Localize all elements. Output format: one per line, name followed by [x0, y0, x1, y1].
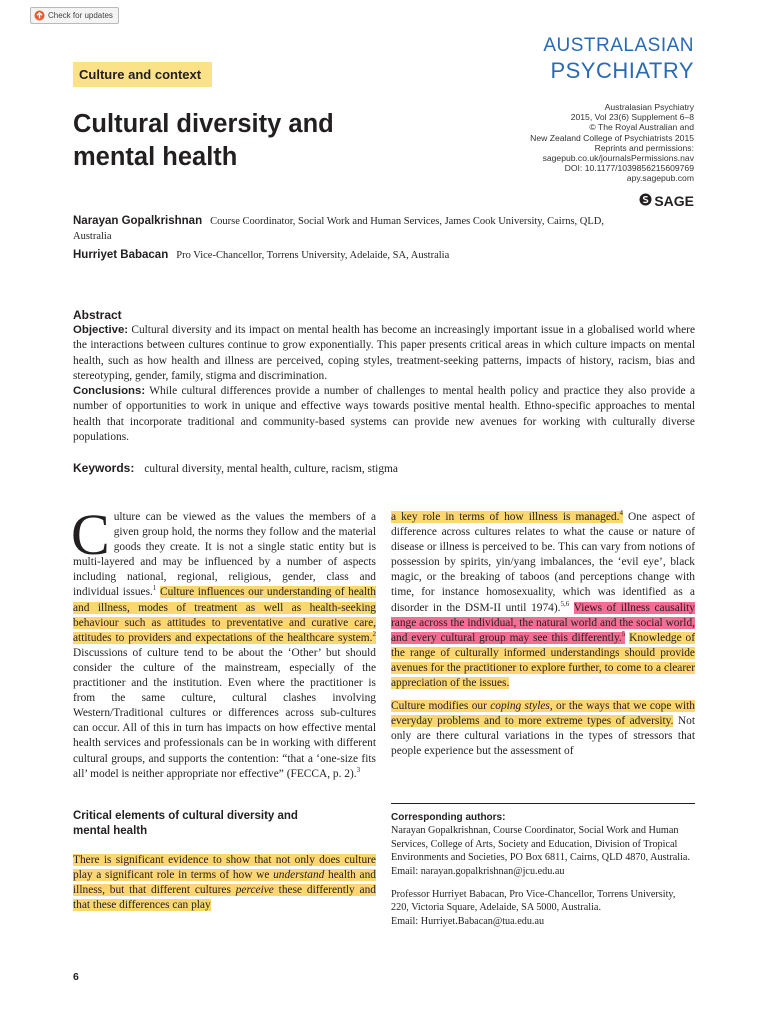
citation-line: sagepub.co.uk/journalsPermissions.nav — [542, 153, 694, 164]
article-title-line1: Cultural diversity and — [73, 110, 334, 138]
section-subheading — [73, 809, 376, 839]
body-text: One aspect of difference across cultures relates to what the cause or nature of disease or illness is perceived to be. This can vary from notions of possession by spirits, yin/yang imbalances, the ‘evil eye’, black magic, or the breaking of taboos (and perceptions change with time, for instance homosexuality, which was identified as a disorder in the DSM-II until 1974). — [391, 511, 695, 614]
body-paragraph — [73, 853, 376, 913]
conclusions-text: While cultural differences provide a number of challenges to mental health policy and practice they also provide a number of opportunities to work in unique and effective ways towards positive mental health. Ethno-specific approaches to mental health that incorporate traditional and community-based systems can provide new avenues for working with culturally diverse populations. — [73, 385, 695, 444]
citation-line: New Zealand College of Psychiatrists 2015 — [530, 132, 694, 143]
author-name: Hurriyet Babacan — [73, 249, 169, 261]
highlight-text-italic: coping styles — [490, 700, 550, 713]
subheading-line: Critical elements of cultural diversity and — [73, 809, 298, 822]
reference-marker: 5,6 — [560, 599, 570, 608]
highlight-text: Culture influences our understanding of health and illness, modes of treatment as well as health-seeking behaviour such as attitudes to preventative and curative care, attitudes to providers and expectations of the healthcare system. — [73, 586, 376, 644]
drop-cap: C — [71, 502, 110, 567]
highlight-text: a key role in terms of how illness is managed. — [391, 511, 620, 523]
citation-line: Reprints and permissions: — [594, 142, 694, 153]
highlighted-text: Knowledge of the range of culturally informed understandings should provide avenues for the practitioner to explore further, to come to a clearer appreciation of the issues. — [391, 631, 695, 690]
article-title — [73, 108, 413, 174]
citation-line: © The Royal Australian and — [589, 122, 694, 133]
abstract-body — [73, 323, 695, 445]
check-for-updates-button[interactable] — [30, 7, 119, 24]
publisher-name: SAGE — [654, 193, 694, 209]
body-paragraph — [391, 699, 695, 759]
author-name: Narayan Gopalkrishnan — [73, 215, 203, 227]
highlight-text-italic: understand — [273, 868, 325, 881]
highlighted-text — [73, 854, 376, 911]
citation-line: apy.sagepub.com — [626, 173, 694, 184]
author-entry — [73, 248, 633, 264]
subheading-line: mental health — [73, 824, 148, 837]
highlight-text: There is significant evidence to show that not only does culture play a significant role in terms of how we — [73, 853, 376, 881]
corresponding-heading: Corresponding authors: — [391, 812, 506, 823]
corresponding-author2: Professor Hurriyet Babacan, Pro Vice-Chancellor, Torrens University, 220, Victoria Square, Adelaide, SA 5000, Australia. — [391, 889, 676, 914]
corresponding-email1: Email: narayan.gopalkrishnan@jcu.edu.au — [391, 865, 565, 877]
page-number: 6 — [73, 971, 79, 983]
author-entry — [73, 214, 633, 244]
body-text: Not only are there cultural variations in the types of stressors that people experience but the assessment of — [391, 715, 695, 758]
body-left-column — [71, 502, 376, 913]
highlight-text: these differently and that these differences can play — [73, 883, 376, 911]
reference-marker: 3 — [356, 765, 361, 774]
reference-marker: 1 — [152, 584, 157, 593]
check-for-updates-icon — [34, 10, 45, 21]
keywords-text: cultural diversity, mental health, culture, racism, stigma — [144, 463, 398, 475]
reference-marker: 5 — [621, 629, 626, 638]
highlight-text: Culture modifies our — [391, 700, 491, 713]
body-right-column — [391, 510, 695, 760]
keywords — [73, 461, 398, 475]
section-tag: Culture and context — [73, 62, 212, 87]
citation-line: Australasian Psychiatry — [604, 102, 694, 112]
abstract-heading: Abstract — [73, 308, 122, 322]
check-for-updates-label: Check for updates — [48, 11, 113, 20]
citation-line: DOI: 10.1177/1039856215609769 — [564, 163, 694, 174]
citation-block — [434, 102, 694, 184]
corresponding-author1: Narayan Gopalkrishnan, Course Coordinator, Social Work and Human Services, College of Arts, Society and Education, Division of Tropical Environments and Societies, PO Box 6811, Cairns, QLD 4870, Australia. — [391, 825, 690, 864]
author-affiliation: Course Coordinator, Social Work and Human Services, James Cook University, Cairns, QLD, Australia — [73, 216, 604, 242]
citation-line: 2015, Vol 23(6) Supplement 6–8 — [570, 112, 694, 123]
highlight-text: , or the ways that we cope with everyday problems and to more extreme types of adversity. — [391, 700, 695, 728]
corresponding-email2: Email: Hurriyet.Babacan@tua.edu.au — [391, 915, 545, 927]
highlight-text: health and illness, but that different cultures — [73, 868, 376, 896]
highlight-text-italic: perceive — [235, 883, 274, 896]
journal-name-line1: AUSTRALASIAN — [543, 35, 694, 56]
body-text: Discussions of culture tend to be about the ‘Other’ but should consider the culture of the mainstream, especially of the practitioner and the institution. Even where the practitioner is from the same culture, cultural clashes involving Western/Traditional cultures or differences across sub-cultures can occur. All of this in turn has impacts on how effective mental health services and professionals can be in working with different cultural groups, and supports the contention: “that a ‘one-size fits all’ model is neither appropriate nor effective” (FECCA, p. 2). — [73, 646, 376, 780]
sage-logo — [639, 193, 694, 209]
keywords-label: Keywords: — [73, 461, 135, 475]
reference-marker: 2 — [372, 629, 376, 638]
article-title-line2: mental health — [73, 143, 238, 171]
body-paragraph — [391, 510, 695, 691]
highlighted-text — [391, 700, 695, 727]
footnote-divider — [391, 803, 695, 804]
highlight-text: Views of illness causality range across the individual, the natural world and the social world, and every cultural group may see this differently. — [391, 601, 695, 644]
sage-logo-icon — [639, 193, 652, 209]
conclusions-label: Conclusions: — [73, 385, 146, 398]
body-paragraph — [71, 502, 376, 782]
highlighted-text — [391, 511, 623, 523]
objective-text: Cultural diversity and its impact on mental health has become an increasingly important issue in a globalised world where the interactions between cultures continue to grow exponentially. This paper presents critical areas in which culture impacts on mental health, such as how health and illness are perceived, coping styles, treatment-seeking patterns, impacts of history, racism, bias and stereotyping, gender, family, stigma and discrimination. — [73, 324, 695, 382]
journal-name-line2: PSYCHIATRY — [550, 58, 694, 83]
body-text: ulture can be viewed as the values the members of a given group hold, the norms they follow and the material goods they create. It is not a single static entity but is multi-layered and may be influenced by a number of aspects including national, regional, religious, gender, class and individual issues. — [73, 511, 376, 599]
author-affiliation: Pro Vice-Chancellor, Torrens University, Adelaide, SA, Australia — [176, 250, 450, 261]
corresponding-authors — [391, 811, 695, 928]
reference-marker: 4 — [619, 509, 623, 518]
objective-label: Objective: — [73, 324, 129, 336]
